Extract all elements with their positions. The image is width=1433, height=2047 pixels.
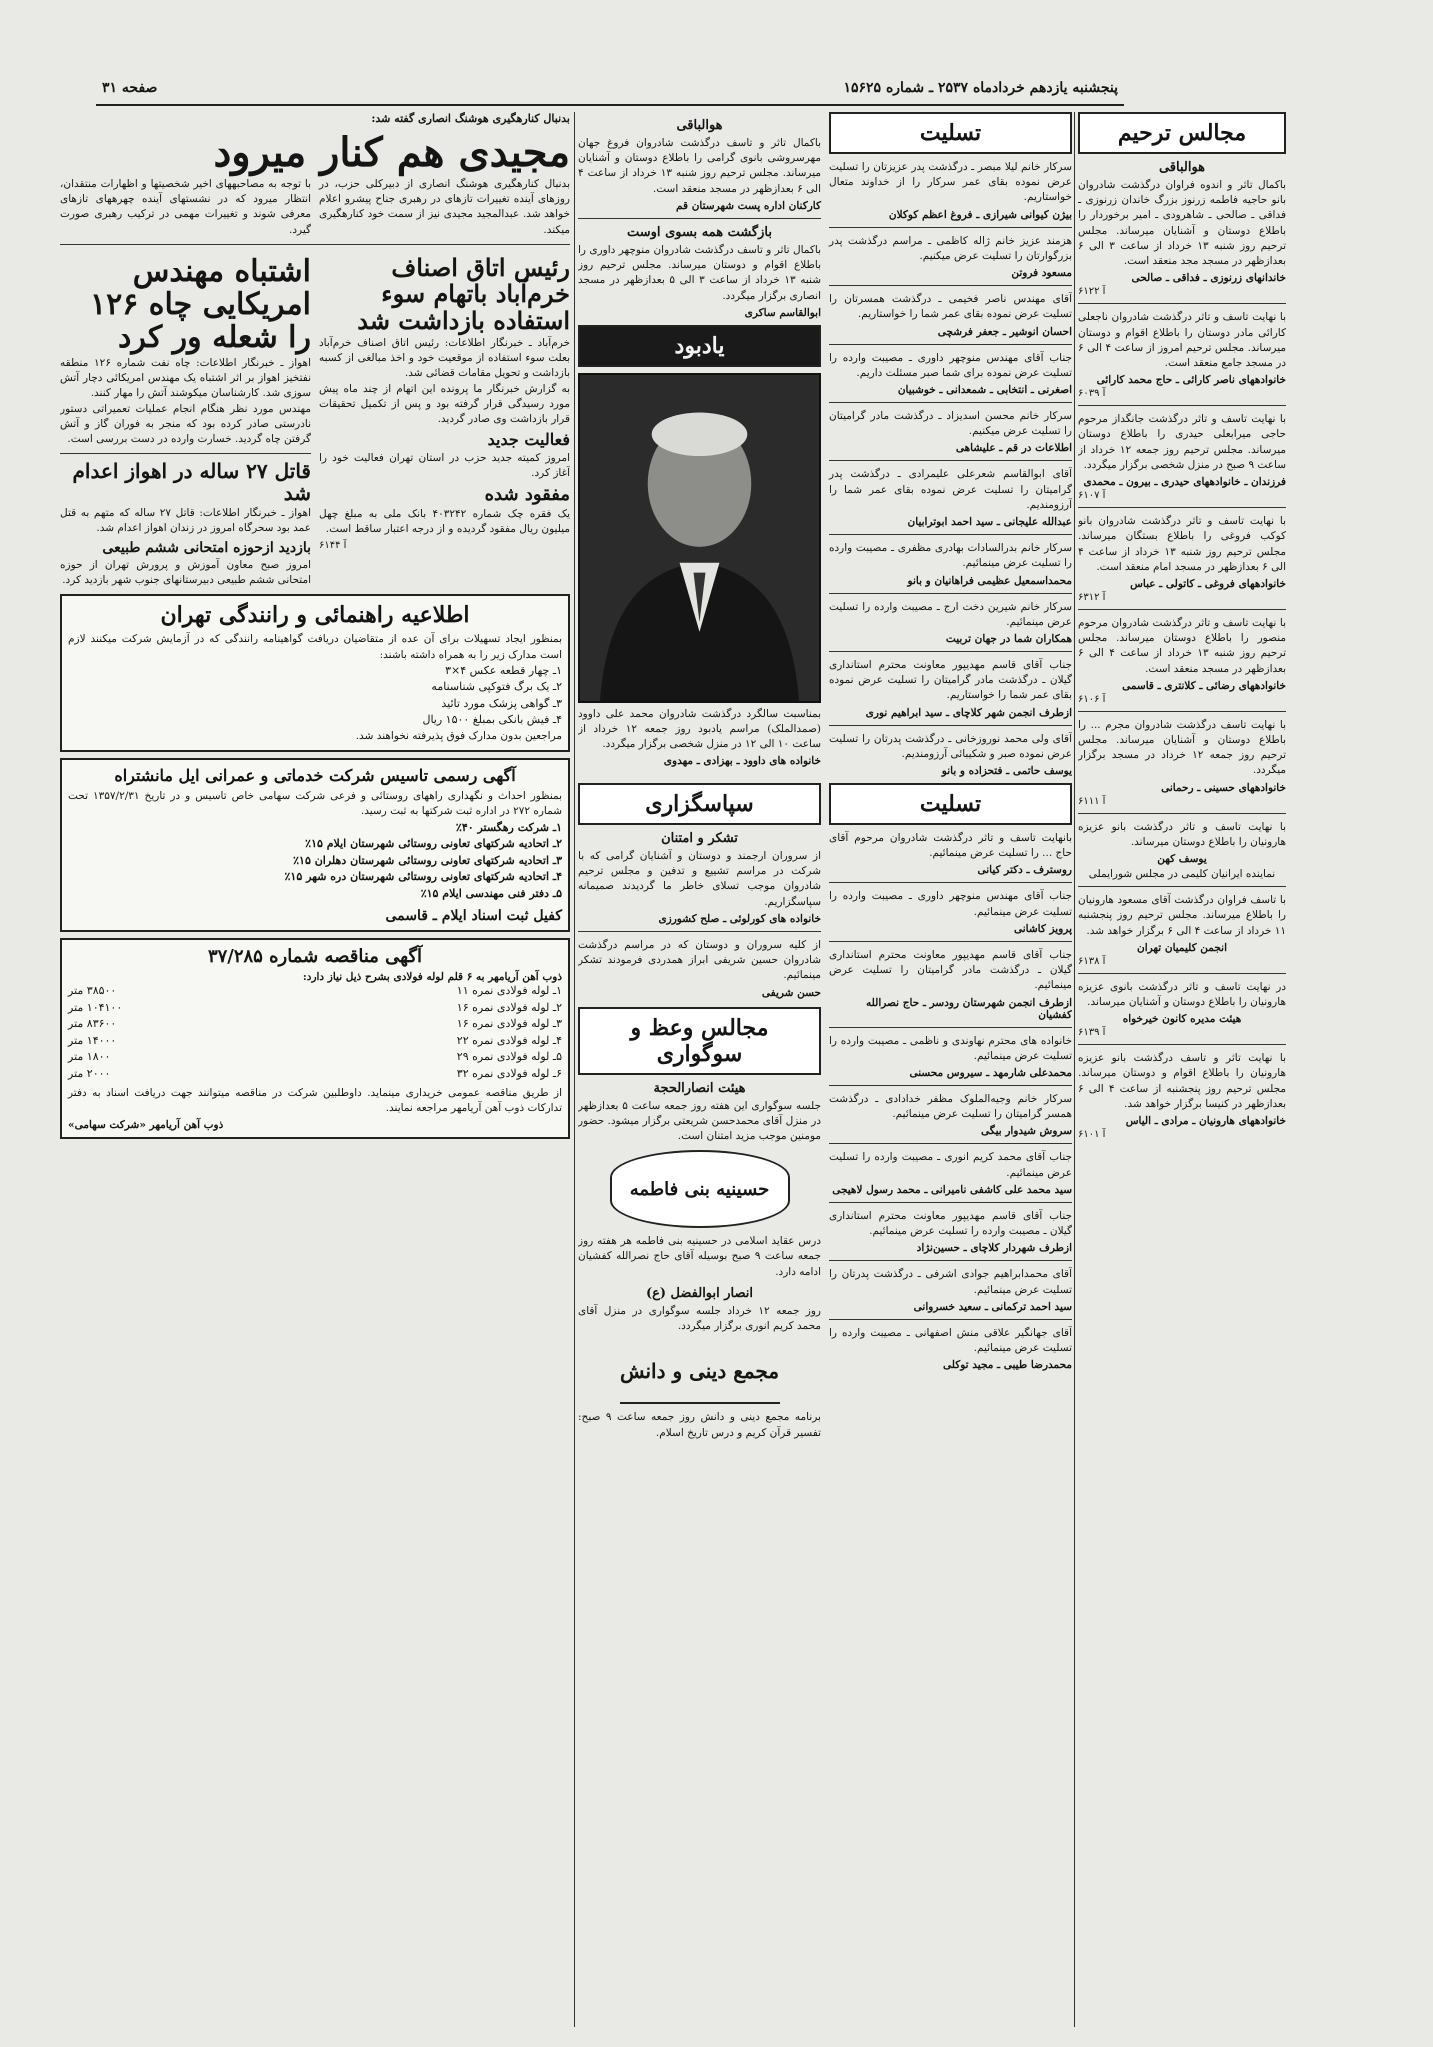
tender-item-name: ۴ـ لوله فولادی نمره ۲۲ [456,1033,562,1047]
notice-heading: هوالباقی [676,118,723,133]
notice-signature: پرویز کاشانی [1013,922,1072,935]
traffic-notice [60,594,570,752]
notice-title: آگهی مناقصه شماره ۳۷/۲۸۵ [207,946,423,968]
section-banner: تسلیت [829,783,1072,825]
notice-subtitle: ذوب آهن آریامهر به ۶ قلم لوله فولادی بشرح ذیل نیاز دارد: [302,971,562,984]
notice-code: ۶۱۰۶ آ [1078,693,1106,705]
notice-signature: بیژن کیوانی شیرازی ـ فروغ اعظم کوکلان [888,208,1072,221]
requirements-list [68,663,562,729]
story-text: بدنبال کنارهگیری هوشنگ انصاری از دبیرکلی حزب، در روزهای آینده تغییرات تازهای در رهبری جناح پیشرو اعلام خواهد شد. عبدالمجید مجیدی نیز از سمت خود کنارهگیری میکند. [319,178,570,236]
hosseinieh-seal: حسینیه بنی فاطمه [610,1150,790,1228]
divider [829,651,1072,652]
notice-heading: تشکر و امتنان [661,831,738,847]
story-text: امروز کمیته جدید حزب در استان تهران فعالیت خود را آغاز کرد. [319,451,570,480]
story-subcolumn [60,177,311,238]
story-text: خرم‌آباد ـ خبرنگار اطلاعات: رئیس اتاق اصناف خرم‌آباد بعلت سوء استفاده از موقعیت خود و اخذ مبالغی از کسبه بازداشت و تحویل مقامات قضائی شد. [319,337,570,380]
notice-text: سرکار خانم محسن اسدیزاد ـ درگذشت مادر گرامیتان را تسلیت عرض میکنیم. [829,409,1072,438]
notice-text: مراجعین بدون مدارک فوق پذیرفته نخواهند شد. [355,729,562,742]
list-item: ۵ـ دفتر فنی مهندسی ایلام ۱۵٪ [420,886,562,900]
notice-signature: خانوادههای رضائی ـ کلانتری ـ قاسمی [1122,679,1286,692]
story-headline: رئیس اتاق اصناف خرم‌آباد باتهام سوء استفاده بازداشت شد [357,252,570,335]
notice-text: آقای ولی محمد نوروزخانی ـ درگذشت پدرتان را تسلیت عرض نموده صبر و شکیبائی آرزومندیم. [829,732,1072,760]
story-subcolumn [319,177,570,238]
tender-row [68,1000,562,1017]
notice-code: ۶۱۰۷ آ [1078,490,1106,502]
divider [1078,886,1286,887]
divider [1078,1044,1286,1045]
story-text: مهندس مورد نظر هنگام انجام عملیات تعمیراتی دستور نادرستی صادر کرده بود که منجر به فوران گاز و آتش گرفتن چاه گردید. خسارت وارده در دست بررسی است. [60,402,311,445]
story-text: با توجه به مصاحبههای اخیر شخصیتها و اظهارات منتقدان، انتظار میرود که در نشستهای آینده چهرههای تازهای معرفی شوند و تغییرات مهمی در ترکیب رهبری صورت گیرد. [60,178,311,236]
tender-item-qty: ۸۳۶۰۰ متر [68,1017,117,1031]
tender-item-name: ۱ـ لوله فولادی نمره ۱۱ [456,984,562,998]
notice-text: بمنظور احداث و نگهداری راههای روستائی و فرعی شرکت سهامی خاص تاسیس و در تاریخ ۱۳۵۷/۲/۳۱ تحت شماره ۲۷۲ در اداره ثبت شرکتها به ثبت رسید. [68,790,562,818]
notice-text: از سروران ارجمند و دوستان و آشنایان گرامی که با شرکت در مراسم تشییع و تدفین و مجلس ترحیم شادروان موجب تسلای خاطر ما گردیدند صمیمانه سپاسگزاریم. [578,850,821,908]
notice-text: باکمال تاثر و اندوه فراوان درگذشت شادروان بانو حاجیه فاطمه زرنوز بزرگ خاندان زرنوزی ـ فداقی ـ صالحی ـ شاهرودی ـ امیر برخوردار را باطلاع دوستان و آشنایان میرساند. مجلس ترحیم روز شنبه ۱۳ خرداد از ساعت ۳ الی ۶ بعدازظهر در مسجد مجد منعقد است. [1078,179,1286,268]
notice-signature-title: نماینده ایرانیان کلیمی در مجلس شورایملی [1088,868,1276,881]
notice-signature: یوسف کهن [1157,853,1207,866]
notice-signature: خانوادههای فروغی ـ کاتولی ـ عباس [1130,577,1286,590]
divider [829,725,1072,726]
divider [829,1202,1072,1203]
obituary-column [1078,112,1286,2027]
divider [829,1319,1072,1320]
notice-code: ۶۱۴۴ آ [319,539,347,551]
divider [829,1027,1072,1028]
majma-logo: مجمع دینی و دانش [620,1340,780,1404]
divider [1078,711,1286,712]
story-text: اهواز ـ خبرنگار اطلاعات: چاه نفت شماره ۱۲۶ منطقه نفتخیز اهواز بر اثر اشتباه یک مهندس امریکائی دچار آتش سوزی شد. کارشناسان میکوشند آتش را مهار کنند. [60,356,311,400]
list-item: ۳ـ گواهی پزشک مورد تائید [441,696,562,710]
notice-code: ۶۱۳۸ آ [1078,955,1106,967]
notice-signature: یوسف حاتمی ـ فتحزاده و بانو [941,765,1072,778]
notice-text: با نهایت تاسف و تاثر درگذشت بانو عزیزه هارونیان را باطلاع دوستان میرساند. [1078,820,1286,848]
tender-item-qty: ۲۰۰۰ متر [68,1066,111,1080]
notice-text: بمنظور ایجاد تسهیلات برای آن عده از متقاضیان دریافت گواهینامه رانندگی که در آزمایش شرکت میکنند لازم است مدارک زیر را به همراه داشته باشند: [68,633,562,661]
list-item: ۳ـ اتحادیه شرکتهای تعاونی روستائی شهرستان دهلران ۱۵٪ [293,853,562,867]
notice-signature: ذوب آهن آریامهر «شرکت سهامی» [68,1119,224,1132]
notice-signature: محمدرضا طیبی ـ مجید توکلی [943,1359,1072,1372]
tender-item-qty: ۳۸۵۰۰ متر [68,984,117,998]
story-text: به گزارش خبرنگار ما پرونده این اتهام از چند ماه پیش مورد رسیدگی قرار گرفته بود و پس از تکمیل تحقیقات قرار بازداشت وی صادر گردید. [319,382,570,426]
notice-text: آقای مهندس ناصر فخیمی ـ درگذشت همسرتان را تسلیت عرض نموده بقای عمر شما را خواستاریم. [829,293,1072,321]
notice-heading: هیئت انصارالحجة [653,1080,746,1096]
divider [829,344,1072,345]
notice-text: با نهایت تاسف و تاثر درگذشت شادروان ناجعلی کارائی مادر دوستان را باطلاع اقوام و دوستان میرساند. مجلس ترحیم امروز از ساعت ۴ الی ۶ در مسجد جامع منعقد است. [1078,311,1286,369]
tender-item-name: ۵ـ لوله فولادی نمره ۲۹ [456,1050,562,1064]
notice-text: درس عقاید اسلامی در حسینیه بنی فاطمه هر هفته روز جمعه ساعت ۹ صبح بوسیله آقای حاج نصرالله کفشیان ادامه دارد. [578,1235,821,1278]
notice-text: آقای محمدابراهیم جوادی اشرفی ـ درگذشت پدرتان را تسلیت عرض مینمائیم. [829,1268,1072,1296]
lead-headline [60,127,570,177]
center-lower-right [829,783,1072,1441]
shareholders-list [68,820,562,903]
notice-signature: خاندانهای زرنوزی ـ فداقی ـ صالحی [1131,272,1286,285]
notice-signature: احسان انوشیر ـ جعفر فرشچی [937,325,1072,338]
story-split [60,251,570,589]
notice-text: روز جمعه ۱۲ خرداد جلسه سوگواری در منزل آقای محمد کریم انوری برگزار میگردد. [578,1304,821,1333]
divider [829,402,1072,403]
notice-signature: مسعود فروتن [1011,267,1072,280]
notice-text: با نهایت تاسف درگذشت شادروان مجرم ... را باطلاع دوستان و آشنایان میرساند. مجلس ترحیم روز جمعه ۱۲ خرداد در مسجد برگزار میگردد. [1078,718,1286,777]
divider [829,534,1072,535]
notice-signature: ازطرف انجمن شهرستان رودسر ـ حاج نصرالله کفشیان [866,996,1072,1021]
notice-heading: هوالباقی [1158,160,1206,175]
column-rule [574,112,575,2027]
divider [1078,609,1286,610]
notice-signature: همکاران شما در جهان تربیت [945,632,1072,645]
condolence-split [578,112,1072,777]
divider [829,593,1072,594]
notice-heading: بازگشت همه بسوی اوست [627,224,772,240]
notice-text: جناب آقای مهندس منوچهر داوری ـ مصیبت وارده را تسلیت عرض نموده برای شما صبر مسئلت داریم. [829,351,1072,379]
divider [829,227,1072,228]
divider [829,941,1072,942]
notice-text: هزمند عزیز خانم ژاله کاظمی ـ مراسم درگذشت پدر بزرگوارتان را تسلیت عرض میکنیم. [829,234,1072,262]
notice-title: آگهی رسمی تاسیس شرکت خدماتی و عمرانی ایل مانشتراه [114,766,516,786]
section-banner: یادبود [578,325,821,367]
tender-item-qty: ۱۸۰۰ متر [68,1050,111,1064]
story-headline: فعالیت جدید [487,430,570,450]
section-banner: مجالس وعظ و سوگواری [578,1007,821,1075]
divider [1078,813,1286,814]
story-text: اهواز ـ خبرنگار اطلاعات: قاتل ۲۷ ساله که متهم به قتل عمد بود سحرگاه امروز در زندان اهواز اعدام شد. [60,507,311,535]
notice-title: اطلاعیه راهنمائی و رانندگی تهران [160,602,470,629]
condolence-subcolumn [578,112,821,777]
page-number: صفحه ۳۱ [102,80,158,96]
list-item: ۴ـ اتحادیه شرکتهای تعاونی روستائی شهرستان دره شهر ۱۵٪ [284,870,562,884]
notice-text: باکمال تاثر و تاسف درگذشت شادروان منوچهر داوری را باطلاع اقوام و دوستان میرساند. مجلس ترحیم روز شنبه ۱۳ خرداد از ساعت ۳ الی ۵ بعدازظهر در مسجد انصاری برگزار میگردد. [578,243,821,302]
column-rule [1074,112,1075,2027]
list-item: ۲ـ یک برگ فتوکپی شناسنامه [431,680,562,694]
company-registration-notice [60,758,570,932]
story-text: امروز صبح معاون آموزش و پرورش تهران از حوزه امتحانی ششم طبیعی دبیرستانهای جنوب شهر بازدید کرد. [60,559,311,587]
story-headline: قاتل ۲۷ ساله در اهواز اعدام شد [72,459,311,506]
section-banner: تسلیت [829,112,1072,154]
portrait-illustration [580,375,819,701]
list-item: ۴ـ فیش بانکی بمبلغ ۱۵۰۰ ریال [422,713,562,727]
divider [578,218,821,219]
story-headline: اشتباه مهندس امریکایی چاه ۱۲۶ را شعله ور کرد [89,253,311,355]
list-item: ۲ـ اتحادیه شرکتهای تعاونی روستائی شهرستان ایلام ۱۵٪ [305,837,562,851]
notice-signature: کارکنان اداره پست شهرستان قم [676,199,821,212]
story-split [60,177,570,238]
divider [829,1143,1072,1144]
notice-signature: روسترف ـ دکتر کیانی [977,864,1072,877]
story-subcolumn [319,251,570,589]
section-banner: مجالس ترحیم [1078,112,1286,154]
center-lower-split [578,783,1072,1441]
notice-text: آقای ابوالقاسم شعرعلی علیمرادی ـ درگذشت پدر گرامیتان را تسلیت عرض نموده بقای عمر شما را آرزومندیم. [829,468,1072,511]
divider [1078,303,1286,304]
tender-row [68,1049,562,1066]
notice-signature: ابوالقاسم ساکری [744,306,821,319]
story-headline: بازدید ازحوزه امتحانی ششم طبیعی [102,539,311,556]
masthead [96,72,1124,106]
tender-item-name: ۶ـ لوله فولادی نمره ۳۲ [456,1066,562,1080]
notice-text: با نهایت تاسف و تاثر درگذشت شادروان مرحوم منصور را باطلاع دوستان میرساند. مجلس ترحیم روز شنبه ۱۳ خرداد از ساعت ۴ الی ۶ بعدازظهر در مسجد منعقد است. [1078,616,1286,675]
notice-text: جلسه سوگواری این هفته روز جمعه ساعت ۵ بعدازظهر در منزل آقای محمدحسن شریعتی برگزار میشود. حضور مومنین موجب مزید امتنان است. [578,1099,821,1142]
notice-text: سرکار خانم وجیه‌الملوک مظفر خدادادی ـ درگذشت همسر گرامیتان را تسلیت عرض مینمائیم. [829,1093,1072,1121]
notice-text: با تاسف فراوان درگذشت آقای مسعود هارونیان را باطلاع میرساند. مجلس ترحیم روز پنجشنبه ۱۱ خرداد از ساعت ۴ الی ۶ برگزار خواهد شد. [1078,894,1286,937]
tender-row [68,1016,562,1033]
notice-text: با نهایت تاسف و تاثر درگذشت شادروان بانو کوکب فروغی را باطلاع بستگان میرساند. مجلس ترحیم روز شنبه ۱۳ خرداد از ساعت ۴ الی ۶ بعدازظهر در مسجد امام منعقد است. [1078,515,1286,573]
headline-part: مجیدی هم [396,129,570,176]
notice-code: ۶۳۱۲ آ [1078,591,1106,603]
divider [578,931,821,932]
tender-item-qty: ۱۴۰۰۰ متر [68,1033,117,1047]
notice-signature: سید احمد ترکمانی ـ سعید خسروانی [913,1300,1072,1313]
notice-signature: سید محمد علی کاشفی نامیرانی ـ محمد رسول لاهیجی [832,1183,1072,1196]
story-kicker: بدنبال کنارهگیری هوشنگ انصاری گفته شد: [371,112,570,125]
notice-text: جناب آقای قاسم مهدیپور معاونت محترم استانداری گیلان ـ درگذشت مادر گرامیتان را تسلیت عرض نموده بقای عمر شما را خواستاریم. [829,658,1072,702]
notice-signature: انجمن کلیمیان تهران [1137,941,1227,954]
notice-text: بانهایت تاسف و تاثر درگذشت شادروان مرحوم آقای حاج ... را تسلیت عرض مینمائیم. [829,832,1072,860]
notice-text: از کلیه سروران و دوستان که در مراسم درگذشت شادروان حسین شریفی ابراز همدردی فرمودند تشکر مینمائیم. [578,938,821,982]
divider [1078,405,1286,406]
notice-signature: محمدعلی شارمهد ـ سیروس محسنی [909,1067,1072,1079]
notice-signature: محمداسمعیل عظیمی فراهانیان و بانو [907,574,1072,587]
notice-text: باکمال تاثر و تاسف درگذشت شادروان فروغ جهان مهرسروشی بانوی گرامی را باطلاع دوستان و آشنایان میرساند. مجلس ترحیم روز شنبه ۱۳ خرداد از ساعت ۴ الی ۶ بعدازظهر در مسجد منعقد است. [578,137,822,195]
center-lower-left [578,783,821,1441]
story-subcolumn [60,251,311,589]
tender-item-qty: ۱۰۴۱۰۰ متر [68,1000,123,1014]
notice-code: ۶۱۰۱ آ [1078,1129,1106,1141]
divider [60,244,570,245]
portrait-photo [578,373,821,703]
notice-text: با نهایت تاسف و تاثر درگذشت جانگداز مرحوم حاجی میرابعلی حیدری را باطلاع دوستان میرساند. مجلس ترحیم روز جمعه ۱۲ خرداد از ساعت ۹ صبح در منزل شخصی برگزار میگردد. [1078,413,1286,471]
divider [1078,973,1286,974]
notice-text: در نهایت تاسف و تاثر درگذشت بانوی عزیزه هارونیان را باطلاع دوستان و آشنایان میرساند. [1078,980,1286,1008]
notice-text: جناب آقای محمد کریم انوری ـ مصیبت وارده را تسلیت عرض مینمائیم. [829,1151,1072,1179]
notice-signature: خانوادههای حسینی ـ رحمانی [1161,781,1286,794]
tender-row [68,1066,562,1083]
notice-signature: حسن شریفی [761,986,821,999]
list-item: ۱ـ شرکت رهگستر ۴۰٪ [455,820,562,834]
notice-signature: عبدالله علیجانی ـ سید احمد ابوترابیان [907,516,1072,529]
notice-signature: خانوادههای ناصر کارائی ـ حاج محمد کارائی [1096,374,1286,387]
tender-item-name: ۲ـ لوله فولادی نمره ۱۶ [456,1000,562,1014]
notice-signature: اطلاعات در قم ـ علیشاهی [955,442,1072,455]
notice-signature: هیئت مدیره کانون خیرخواه [1122,1013,1242,1026]
divider [829,1085,1072,1086]
notice-text: با نهایت تاثر و تاسف درگذشت بانو عزیزه هارونیان را باطلاع اقوام و دوستان میرساند. مجلس ترحیم روز پنجشنبه از ساعت ۴ الی ۶ بعدازظهر در کنیسا برگزار خواهد شد. [1078,1052,1286,1110]
notice-signature: کفیل ثبت اسناد ایلام ـ قاسمی [385,908,562,925]
divider [60,453,311,454]
notice-text: سرکار خانم بدرالسادات بهادری مظفری ـ مصیبت وارده را تسلیت عرض مینمائیم. [829,542,1072,570]
notice-signature: خانواده های کورلوئی ـ صلح کشورزی [658,912,821,925]
notice-code: ۶۰۳۹ آ [1078,388,1106,400]
divider [1078,507,1286,508]
headline-part: کنار میرود [213,129,383,176]
notice-text: جناب آقای قاسم مهدیپور معاونت محترم استانداری گیلان ـ درگذشت مادر گرامیتان را تسلیت عرض مینمائیم. [829,948,1072,992]
notice-heading: انصار ابوالفضل (ع) [645,1285,754,1301]
tender-items [68,983,562,1082]
notice-code: ۶۱۳۹ آ [1078,1027,1106,1039]
tender-item-name: ۳ـ لوله فولادی نمره ۱۶ [456,1017,562,1031]
notice-text: برنامه مجمع دینی و دانش روز جمعه ساعت ۹ صبح: تفسیر قرآن کریم و درس تاریخ اسلام. [578,1411,821,1439]
notice-signature: خانوادههای هارونیان ـ مرادی ـ الیاس [1125,1115,1286,1128]
condolence-subcolumn [829,112,1072,777]
notice-text: جناب آقای مهندس منوچهر داوری ـ مصیبت وارده را تسلیت عرض مینمائیم. [829,890,1072,918]
notice-signature: اصغرنی ـ انتخابی ـ شمعدانی ـ خوشبیان [897,383,1072,396]
notice-text: از طریق مناقصه عمومی خریداری مینماید. داوطلبین شرکت در مناقصه میتوانند جهت دریافت اسناد به دفتر تدارکات ذوب آهن آریامهر مراجعه نمایند. [68,1087,562,1115]
notice-text: آقای جهانگیر علاقی منش اصفهانی ـ مصیبت وارده را تسلیت عرض مینمائیم. [829,1326,1072,1354]
story-headline: مفقود شده [484,484,570,506]
issue-date: پنجشنبه یازدهم خردادماه ۲۵۳۷ ـ شماره ۱۵۶۲۵ [843,80,1118,96]
notice-signature: سروش شیدوار بیگی [981,1125,1072,1138]
notice-text: سرکار خانم لیلا مبصر ـ درگذشت پدر عزیزتان را تسلیت عرض نموده بقای عمر سرکار را از خداوند متعال خواستاریم. [829,161,1072,204]
divider [829,460,1072,461]
condolence-column [578,112,1072,2027]
news-column [60,112,570,2027]
notice-text: سرکار خانم شیرین دخت ارج ـ مصیبت وارده را تسلیت عرض مینمائیم. [829,600,1072,628]
notice-signature: فرزندان ـ خانوادههای حیدری ـ بیرون ـ محمدی [1083,476,1286,489]
tender-notice [60,938,570,1139]
tender-row [68,983,562,1000]
divider [829,285,1072,286]
notice-signature: خانواده های داوود ـ بهزادی ـ مهدوی [663,755,821,768]
notice-text: خانواده های محترم نهاوندی و ناظمی ـ مصیبت وارده را تسلیت عرض مینمائیم. [829,1034,1072,1062]
divider [829,1260,1072,1261]
notice-code: ۶۱۲۲ آ [1078,286,1106,298]
tender-row [68,1033,562,1050]
notice-signature: ازطرف شهردار کلاچای ـ حسین‌نژاد [916,1242,1072,1255]
divider [829,882,1072,883]
notice-code: ۶۱۱۱ آ [1078,795,1106,807]
story-text: یک فقره چک شماره ۴۰۳۲۴۲ بانک ملی به مبلغ چهل میلیون ریال مفقود گردیده و از درجه اعتبار ساقط است. [319,508,570,536]
section-banner: سپاسگزاری [578,783,821,825]
notice-signature: ازطرف انجمن شهر کلاچای ـ سید ابراهیم نوری [865,706,1072,719]
notice-text: جناب آقای قاسم مهدیپور معاونت محترم استانداری گیلان ـ مصیبت وارده را تسلیت عرض مینمائیم. [829,1209,1072,1238]
notice-text: بمناسبت سالگرد درگذشت شادروان محمد علی داوود (صمدالملک) مراسم یادبود روز جمعه ۱۲ خرداد از ساعت ۱۰ الی ۱۲ در منزل شخصی برگزار میگردد. [578,707,821,751]
list-item: ۱ـ چهار قطعه عکس ۴×۳ [445,663,562,677]
